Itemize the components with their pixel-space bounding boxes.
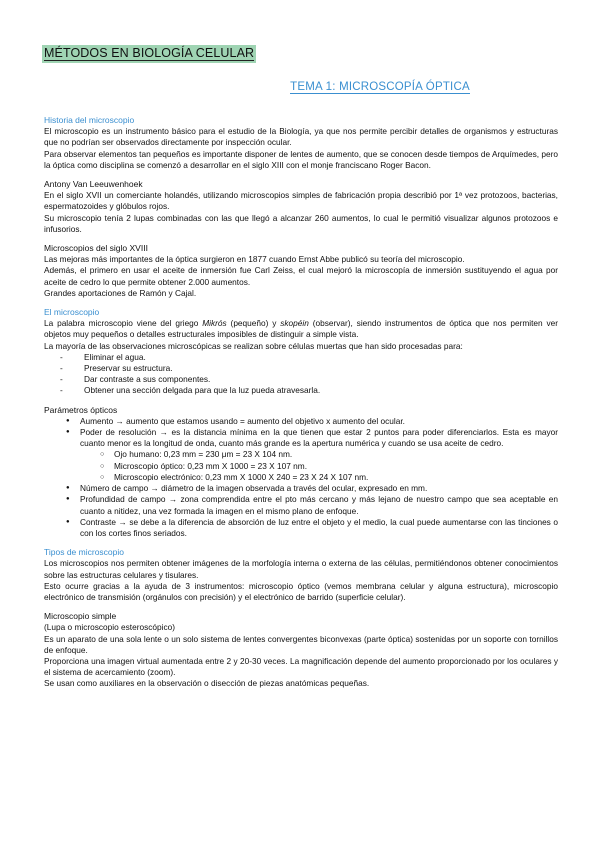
list-item-campo: ● Número de campo → diámetro de la imagen observada a través del ocular, expresado en mm. xyxy=(66,483,558,494)
parameters-list xyxy=(44,416,558,539)
subheading: (Lupa o microscopio esteroscópico) xyxy=(44,622,175,633)
paragraph: Los microscopios nos permiten obtener imágenes de la morfología interna o externa de las células, permitiéndonos obtener conocimientos sobre las estructuras celulares y tisulares. xyxy=(44,558,558,580)
paragraph: Su microscopio tenía 2 lupas combinadas con las que llegó a alcanzar 260 aumentos, lo cual le permitió visualizar algunos protozoos e infusorios. xyxy=(44,212,558,234)
section-heading-el-microscopio: El microscopio xyxy=(44,307,100,318)
paragraph: Para observar elementos tan pequeños es importante disponer de lentes de aumento, que se conocen desde tiempos de Arquímedes, pero la óptica como disciplina se comenzó a desarrollar en el siglo XIII con el monje franciscano Roger Bacon. xyxy=(44,148,558,170)
text-run: La palabra microscopio viene del griego xyxy=(44,318,203,329)
section-heading-siglo-xviii: Microscopios del siglo XVIII xyxy=(44,243,148,254)
section-heading-historia: Historia del microscopio xyxy=(44,115,135,125)
paragraph: En el siglo XVII un comerciante holandés, utilizando microscopios simples de fabricación propia describió por 1ª vez protozoos, bacterias, espermatozoides y glóbulos rojos. xyxy=(44,190,558,212)
theme-title-text: TEMA 1: MICROSCOPÍA ÓPTICA xyxy=(290,81,470,93)
paragraph: Es un aparato de una sola lente o un solo sistema de lentes convergentes biconvexas (parte óptica) sostenidas por un soporte con tornillos de enfoque. xyxy=(44,633,558,655)
theme-title xyxy=(0,81,600,94)
paragraph: Proporciona una imagen virtual aumentada entre 2 y 20-30 veces. La magnificación depende del aumento proporcionado por los oculares y el sistema de acercamiento (zoom). xyxy=(44,655,558,678)
text-run: (pequeño) y xyxy=(226,318,281,329)
resolution-text: Poder de resolución → es la distancia mínima en la que tienen que estar 2 puntos para poder diferenciarlos. Esta es mayor cuanto menor es la longitud de onda, cuanto más grande es la apertura numérica y cuando se usa aceite de cedro. xyxy=(80,427,558,449)
paragraph: Grandes aportaciones de Ramón y Cajal. xyxy=(44,287,197,298)
section-heading-parametros: Parámetros ópticos xyxy=(44,404,118,415)
paragraph: Esto ocurre gracias a la ayuda de 3 instrumentos: microscopio óptico (vemos membrana celular y alguna estructura), microscopio electrónico de transmisión (orgánulos con precisión) y el electrónico de barrido (superficie celular). xyxy=(44,580,558,602)
paragraph: Las mejoras más importantes de la óptica surgieron en 1877 cuando Ernst Abbe publicó su teoría del microscopio. xyxy=(44,254,465,265)
list-item: - Obtener una sección delgada para que la luz pueda atravesarla. xyxy=(74,385,558,396)
document-title: MÉTODOS EN BIOLOGÍA CELULAR xyxy=(42,45,256,63)
list-item-resolucion xyxy=(66,427,558,483)
list-item-aumento: ● Aumento → aumento que estamos usando = aumento del objetivo x aumento del ocular. xyxy=(66,416,558,427)
paragraph: Además, el primero en usar el aceite de inmersión fue Carl Zeiss, el cual mejoró la microscopía de inmersión sustituyendo el agua por aceite de cedro lo que permite obtener 2.000 aumentos. xyxy=(44,265,558,287)
paragraph: La mayoría de las observaciones microscópicas se realizan sobre células muertas que han sido procesadas para: xyxy=(44,340,463,351)
resolution-sublist xyxy=(80,449,558,483)
paragraph-etymology xyxy=(44,318,558,340)
section-heading-leeuwenhoek: Antony Van Leeuwenhoek xyxy=(44,179,143,190)
list-item: - Preservar su estructura. xyxy=(74,363,558,374)
processing-list xyxy=(44,352,558,397)
greek-word-mikros: Mikrós xyxy=(202,318,227,329)
sublist-item: ○ Microscopio óptico: 0,23 mm X 1000 = 23 X 107 nm. xyxy=(100,461,558,472)
document-body xyxy=(44,115,558,690)
paragraph: Se usan como auxiliares en la observación o disección de piezas anatómicas pequeñas. xyxy=(44,678,370,689)
sublist-item: ○ Microscopio electrónico: 0,23 mm X 1000 X 240 = 23 X 24 X 107 nm. xyxy=(100,472,558,483)
section-heading-simple: Microscopio simple xyxy=(44,611,117,622)
section-heading-tipos: Tipos de microscopio xyxy=(44,547,124,558)
paragraph: El microscopio es un instrumento básico para el estudio de la Biología, ya que nos permite percibir detalles de organismos y estructuras que no podrían ser observados directamente por inspección ocular. xyxy=(44,126,558,148)
greek-word-skopein: skopéin xyxy=(280,318,309,329)
list-item: - Eliminar el agua. xyxy=(74,352,558,363)
list-item-contraste: ● Contraste → se debe a la diferencia de absorción de luz entre el objeto y el medio, la cual puede aumentarse con las tinciones o con los cortes finos seriados. xyxy=(66,517,558,539)
text-run: (observar), siendo instrumentos de óptica que nos permiten ver objetos muy pequeños o detalles estructurales imposibles de distinguir a simple vista. xyxy=(44,318,558,340)
list-item-profundidad: ● Profundidad de campo → zona comprendida entre el pto más cercano y más lejano de nuestro campo que sea aceptable en cuanto a nitidez, una vez formada la imagen en el mismo plano de enfoque. xyxy=(66,494,558,516)
sublist-item: ○ Ojo humano: 0,23 mm = 230 μm = 23 X 104 nm. xyxy=(100,449,558,460)
list-item: - Dar contraste a sus componentes. xyxy=(74,374,558,385)
